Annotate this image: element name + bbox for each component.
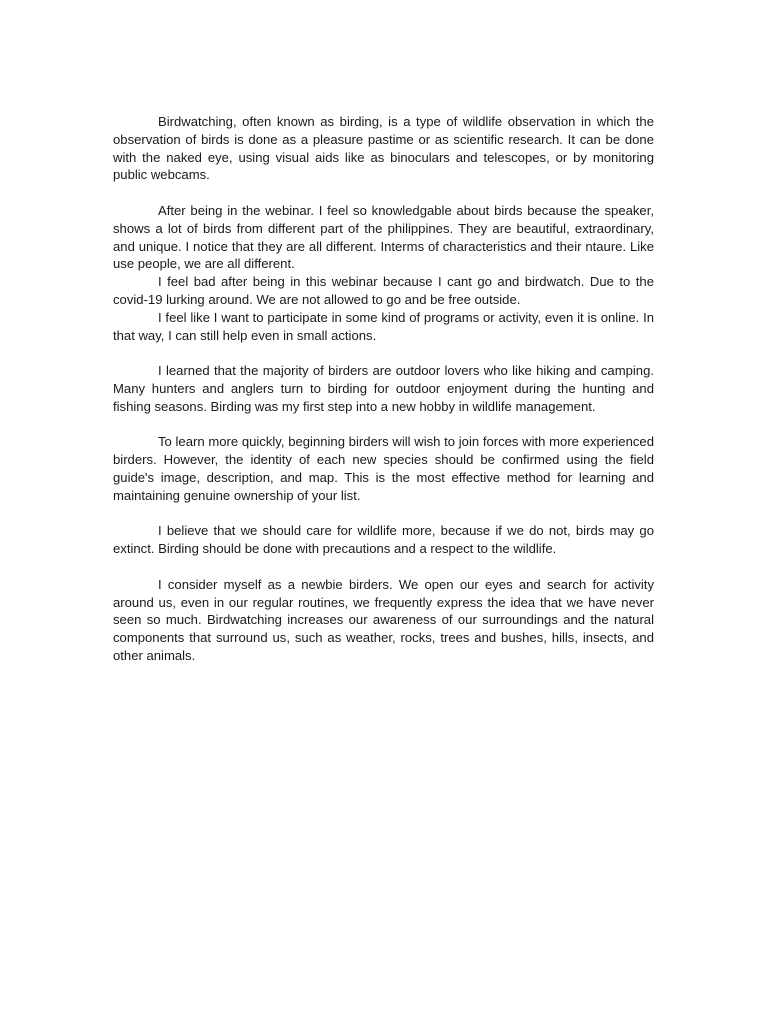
paragraph-feel-bad: I feel bad after being in this webinar because I cant go and birdwatch. Due to the covid-19 lurking around. We are not allowed to go and be free outside. (113, 274, 654, 307)
paragraph-webinar: After being in the webinar. I feel so knowledgable about birds because the speaker, shows a lot of birds from different part of the philippines. They are beautiful, extraordinary, and unique. I notice that they are all different. Interms of characteristics and their ntaure. Like use people, we are all different. (113, 202, 654, 272)
paragraph-newbie: I consider myself as a newbie birders. We open our eyes and search for activity around us, even in our regular routines, we frequently express the idea that we have never seen so much. Birdwatching increases our awareness of our surroundings and the natural components that surround us, such as weather, rocks, trees and bushes, hills, insects, and other animals. (113, 576, 654, 663)
paragraph-learn-quickly: To learn more quickly, beginning birders will wish to join forces with more experienced birders. However, the identity of each new species should be confirmed using the field guide's image, description, and map. This is the most effective method for learning and maintaining genuine ownership of your list. (113, 434, 654, 503)
paragraph-learned: I learned that the majority of birders are outdoor lovers who like hiking and camping. Many hunters and anglers turn to birding for outdoor enjoyment during the hunting and fishing seasons. Birding was my first step into a new hobby in wildlife management. (113, 363, 654, 414)
paragraph-intro: Birdwatching, often known as birding, is a type of wildlife observation in which the observation of birds is done as a pleasure pastime or as scientific research. It can be done with the naked eye, using visual aids like as binoculars and telescopes, or by monitoring public webcams. (113, 114, 654, 183)
paragraph-participate: I feel like I want to participate in some kind of programs or activity, even it is online. In that way, I can still help even in small actions. (113, 309, 654, 343)
paragraph-care-wildlife: I believe that we should care for wildlife more, because if we do not, birds may go extinct. Birding should be done with precautions and a respect to the wildlife. (113, 523, 654, 557)
document-body (113, 113, 654, 665)
